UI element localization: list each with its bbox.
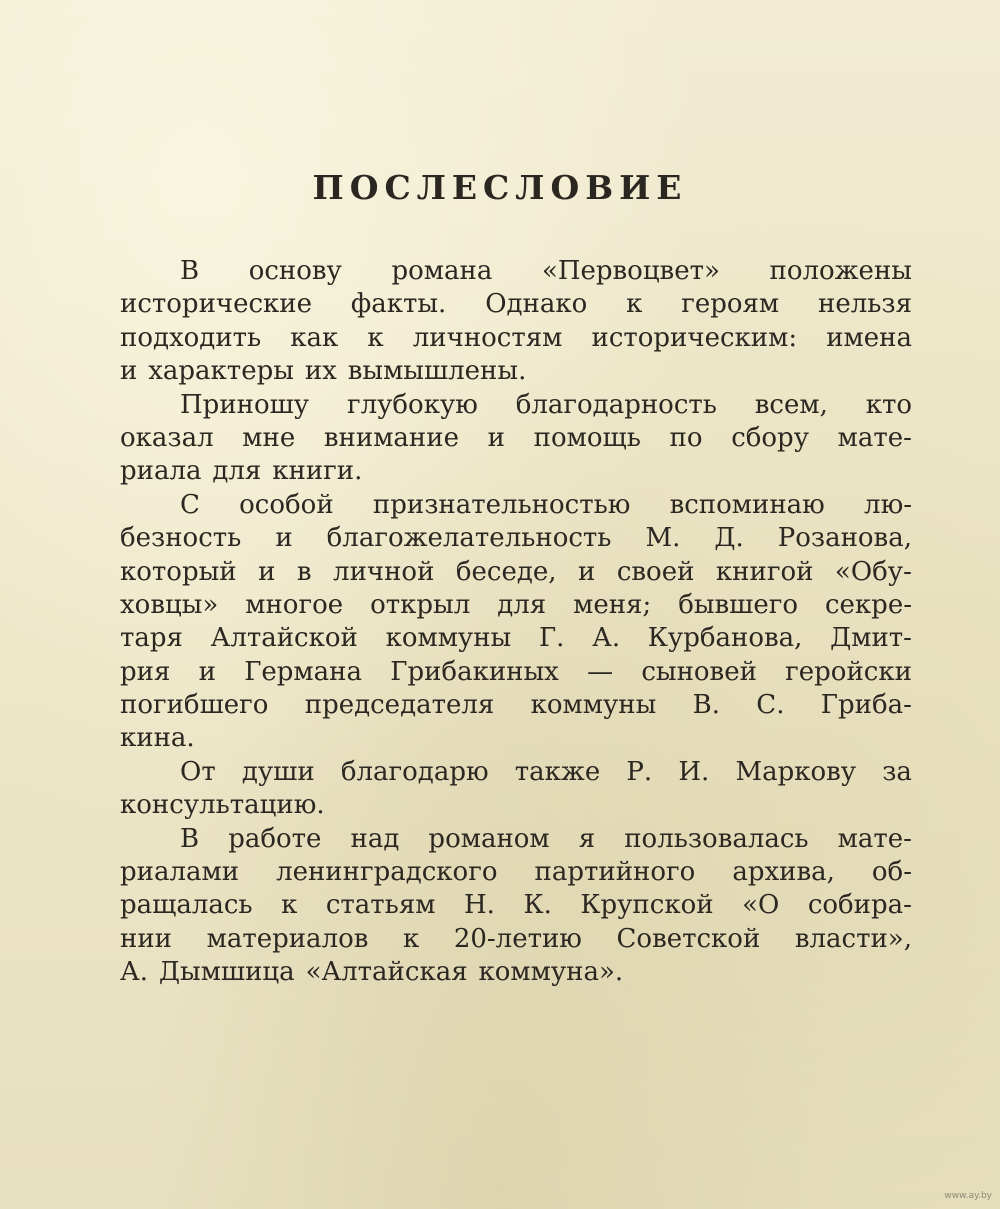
text-line: ховцы» многое открыл для меня; бывшего секре- — [120, 589, 912, 620]
text-line: погибшего председателя коммуны В. С. Гриба- — [120, 690, 912, 721]
text-line: Приношу глубокую благодарность всем, кто — [180, 389, 912, 420]
text-line: А. Дымшица «Алтайская коммуна». — [120, 957, 624, 988]
text-line: рия и Германа Грибакиных — сыновей геройски — [120, 656, 912, 687]
page-title: ПОСЛЕСЛОВИЕ — [312, 168, 688, 207]
text-line: таря Алтайской коммуны Г. А. Курбанова, Дмит- — [120, 623, 912, 654]
text-line: С особой признательностью вспоминаю лю- — [180, 489, 912, 520]
text-line: консультацию. — [120, 790, 325, 821]
text-line: ращалась к статьям Н. К. Крупской «О собира- — [120, 890, 912, 921]
text-line: риалами ленинградского партийного архива, об- — [120, 857, 912, 888]
text-line: который и в личной беседе, и своей книгой «Обу- — [120, 556, 912, 587]
text-line: и характеры их вымышлены. — [120, 356, 527, 387]
site-watermark: www.ay.by — [944, 1191, 992, 1201]
text-line: кина. — [120, 723, 195, 754]
afterword-text — [120, 255, 912, 990]
text-line: В работе над романом я пользовалась мате- — [180, 823, 912, 854]
text-line: безность и благожелательность М. Д. Розанова, — [120, 523, 912, 554]
text-line: нии материалов к 20-летию Советской власти», — [120, 923, 912, 954]
text-line: оказал мне внимание и помощь по сбору мате- — [120, 422, 912, 453]
text-line: В основу романа «Первоцвет» положены — [180, 256, 912, 286]
text-line: исторические факты. Однако к героям нельзя — [120, 289, 912, 320]
text-line: подходить как к личностям историческим: имена — [120, 322, 912, 353]
text-line: риала для книги. — [120, 456, 363, 487]
text-line: От души благодарю также Р. И. Маркову за — [180, 756, 912, 787]
